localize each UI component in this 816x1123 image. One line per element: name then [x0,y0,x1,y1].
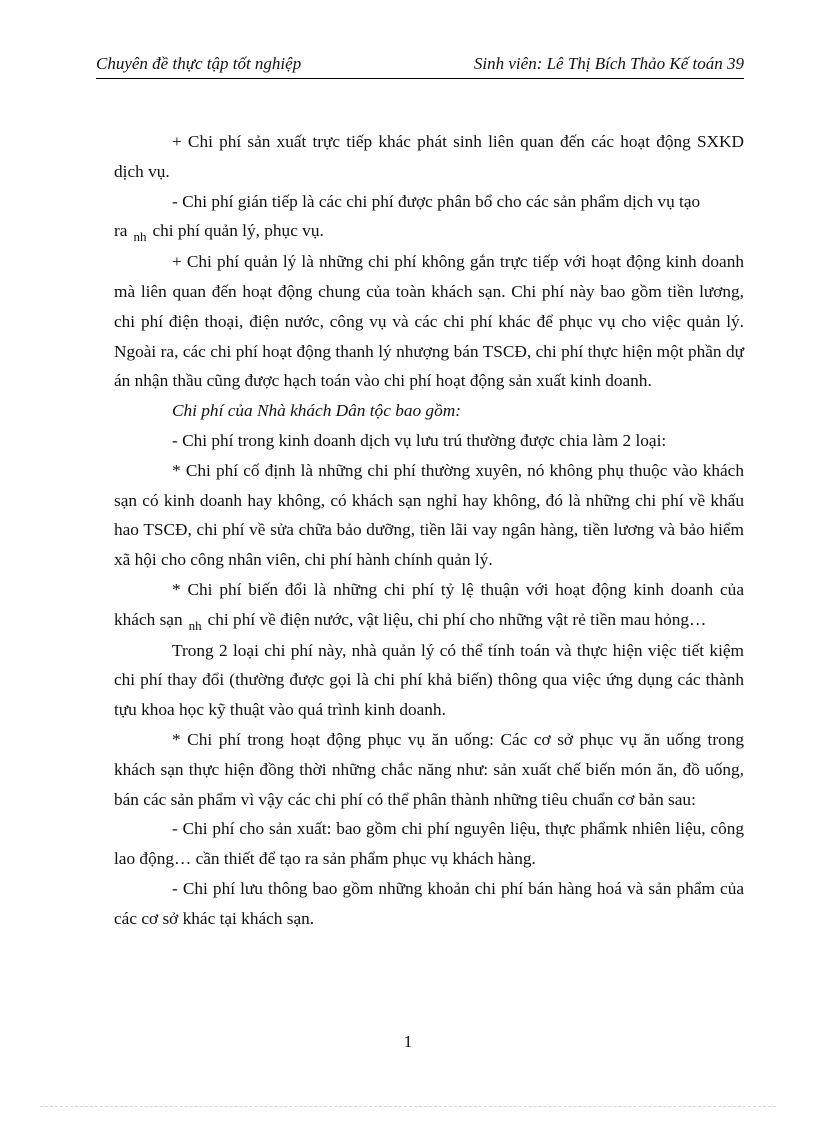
header-student-info: Sinh viên: Lê Thị Bích Thảo Kế toán 39 [473,54,744,73]
header-document-title: Chuyên đề thực tập tốt nghiệp [96,54,302,73]
text-fragment: chi phí về điện nước, vật liệu, chi phí cho những vật rẻ tiền mau hỏng… [207,609,707,629]
paragraph-food-service-costs: * Chi phí trong hoạt động phục vụ ăn uống: Các cơ sở phục vụ ăn uống trong khách sạn thực hiện đồng thời những chắc năng như: sản xuất chế biến món ăn, đồ uống, bán các sản phẩm vì vậy các chi phí có thể phân thành những tiêu chuẩn cơ bản sau: [114,729,744,809]
text-fragment: chi phí quản lý, phục vụ. [152,221,324,241]
paragraph-guesthouse-costs-heading: Chi phí của Nhà khách Dân tộc bao gồm: [172,401,461,421]
paragraph-circulation-costs: - Chi phí lưu thông bao gồm những khoản chi phí bán hàng hoá và sản phẩm của các cơ sở khác tại khách sạn. [114,878,744,928]
paragraph-direct-cost: + Chi phí sản xuất trực tiếp khác phát sinh liên quan đến các hoạt động SXKD dịch vụ. [114,132,744,181]
page-body [114,127,744,934]
paragraph-production-costs: - Chi phí cho sản xuất: bao gồm chi phí nguyên liệu, thực phẩmk nhiên liệu, công lao động… cần thiết để tạo ra sản phẩm phục vụ khách hàng. [114,819,744,869]
page-header [96,52,744,79]
paragraph-indirect-cost: - Chi phí gián tiếp là các chi phí được phân bổ cho các sản phẩm dịch vụ tạo [172,191,701,211]
page-number: 1 [403,1032,413,1051]
subscript-fragment: nh [188,617,202,633]
text-fragment: * Chi phí biến đổi là những chi phí tỷ lệ thuận với hoạt động kinh doanh của khách sạn [114,579,744,629]
paragraph-variable-costs [114,575,744,636]
paragraph-indirect-cost-continued [114,216,744,247]
text-fragment: ra [114,221,128,241]
paragraph-fixed-costs: * Chi phí cố định là những chi phí thường xuyên, nó không phụ thuộc vào khách sạn có kinh doanh hay không, có khách sạn nghỉ hay không, đó là những chi phí về khấu hao TSCĐ, chi phí về sửa chữa bảo dưỡng, tiền lãi vay ngân hàng, tiền lương và bảo hiểm xã hội cho công nhân viên, chi phí hành chính quản lý. [114,460,744,570]
subscript-fragment: nh [133,229,147,245]
paragraph-cost-management: Trong 2 loại chi phí này, nhà quản lý có thể tính toán và thực hiện việc tiết kiệm chi phí thay đổi (thường được gọi là chi phí khả biến) thông qua việc ứng dụng các thành tựu khoa học kỹ thuật vào quá trình kinh doanh. [114,640,744,720]
paragraph-management-cost: + Chi phí quản lý là những chi phí không gắn trực tiếp với hoạt động kinh doanh mà liên quan đến hoạt động chung của toàn khách sạn. Chi phí này bao gồm tiền lương, chi phí điện thoại, điện nước, công vụ và các chi phí khác để phục vụ cho việc quản lý. Ngoài ra, các chi phí hoạt động thanh lý nhượng bán TSCĐ, chi phí thực hiện một phần dự án nhận thầu cũng được hạch toán vào chi phí hoạt động sản xuất kinh doanh. [114,252,744,391]
page-bottom-divider [40,1106,776,1107]
paragraph-lodging-costs: - Chi phí trong kinh doanh dịch vụ lưu trú thường được chia làm 2 loại: [172,430,667,450]
